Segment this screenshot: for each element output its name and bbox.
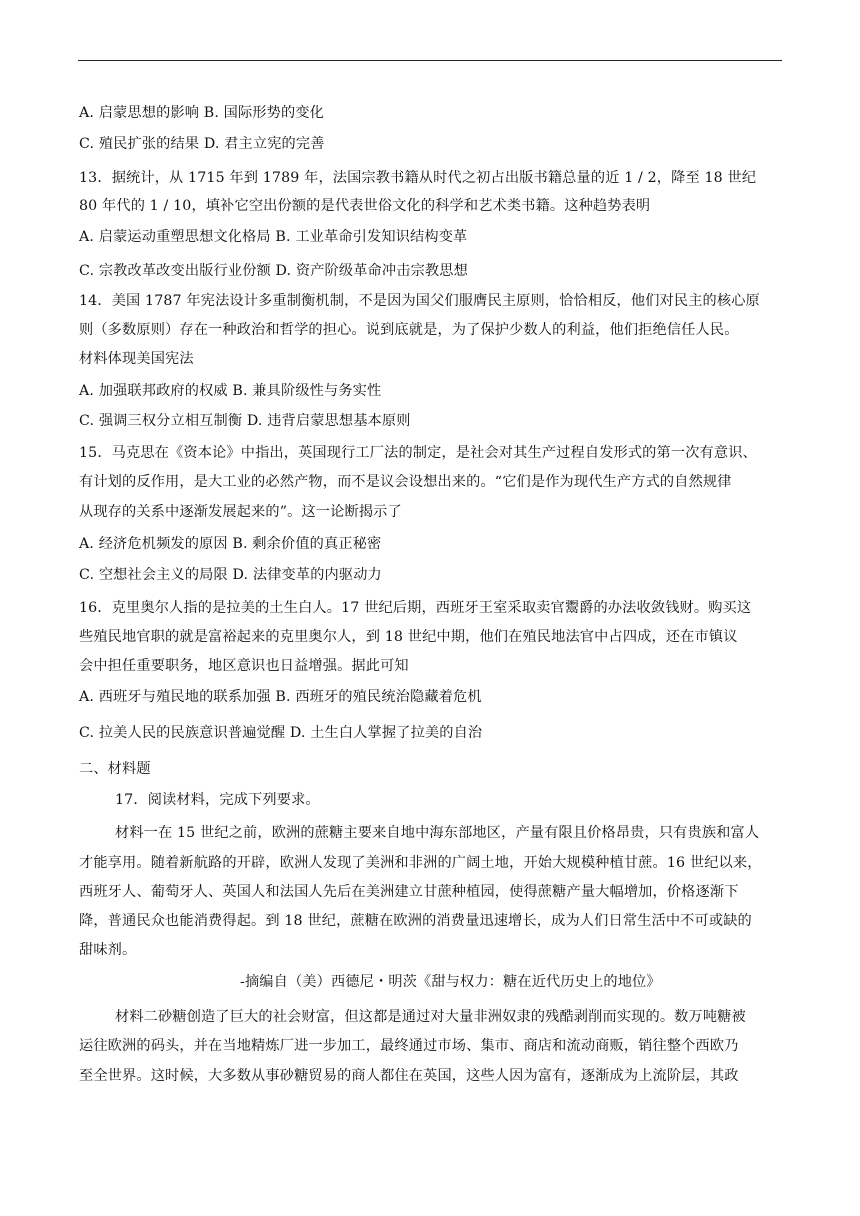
material-1-line-2: 才能享用。随着新航路的开辟，欧洲人发现了美洲和非洲的广阔土地，开始大规模种植甘蔗。16 世纪以来，: [79, 855, 762, 871]
material-1-line-4: 降，普通民众也能消费得起。到 18 世纪，蔗糖在欧洲的消费量迅速增长，成为人们日常生活中不可或缺的: [79, 913, 752, 929]
q13-options-cd: C. 宗教改革改变出版行业份额 D. 资产阶级革命冲击宗教思想: [79, 263, 468, 279]
q14-options-cd: C. 强调三权分立相互制衡 D. 违背启蒙思想基本原则: [79, 413, 411, 429]
q16-stem-line-2: 些殖民地官职的就是富裕起来的克里奥尔人，到 18 世纪中期，他们在殖民地法官中占四成，还在市镇议: [79, 629, 738, 645]
material-2-line-1: 材料二砂糖创造了巨大的社会财富，但这都是通过对大量非洲奴隶的残酷剥削而实现的。数万吨糖被: [115, 1009, 746, 1025]
q15-options-cd: C. 空想社会主义的局限 D. 法律变革的内驱动力: [79, 567, 382, 583]
material-1-line-5: 甜味剂。: [79, 942, 137, 958]
q16-stem-line-3: 会中担任重要职务，地区意识也日益增强。据此可知: [79, 658, 409, 674]
q15-options-ab: A. 经济危机频发的原因 B. 剩余价值的真正秘密: [79, 536, 382, 552]
q17-stem: 17．阅读材料，完成下列要求。: [115, 792, 320, 808]
material-1-line-3: 西班牙人、葡萄牙人、英国人和法国人先后在美洲建立甘蔗种植园，使得蔗糖产量大幅增加，价格逐渐下: [79, 884, 739, 900]
q12-options-cd: C. 殖民扩张的结果 D. 君主立宪的完善: [79, 136, 325, 152]
q13-stem-line-2: 80 年代的 1 / 10，填补它空出份额的是代表世俗文化的科学和艺术类书籍。这种趋势表明: [79, 198, 651, 214]
q16-options-cd: C. 拉美人民的民族意识普遍觉醒 D. 土生白人掌握了拉美的自治: [79, 725, 483, 741]
q14-stem-line-2: 则（多数原则）存在一种政治和哲学的担心。说到底就是，为了保护少数人的利益，他们拒绝信任人民。: [79, 322, 739, 338]
material-1-line-1: 材料一在 15 世纪之前，欧洲的蔗糖主要来自地中海东部地区，产量有限且价格昂贵，只有贵族和富人: [115, 825, 760, 841]
q12-options-ab: A. 启蒙思想的影响 B. 国际形势的变化: [79, 105, 324, 121]
q13-stem-line-1: 13．据统计，从 1715 年到 1789 年，法国宗教书籍从时代之初占出版书籍总量的近 1 / 2，降至 18 世纪: [79, 170, 757, 186]
material-2-line-3: 至全世界。这时候，大多数从事砂糖贸易的商人都住在英国，这些人因为富有，逐渐成为上流阶层，其政: [79, 1068, 739, 1084]
material-2-line-2: 运往欧洲的码头，并在当地精炼厂进一步加工，最终通过市场、集市、商店和流动商贩，销往整个西欧乃: [79, 1038, 739, 1054]
q16-options-ab: A. 西班牙与殖民地的联系加强 B. 西班牙的殖民统治隐藏着危机: [79, 689, 482, 705]
q15-stem-line-3: 从现存的关系中逐渐发展起来的”。这一论断揭示了: [79, 504, 402, 520]
section-heading: 二、材料题: [79, 761, 151, 777]
header-rule: [78, 60, 782, 61]
q13-options-ab: A. 启蒙运动重塑思想文化格局 B. 工业革命引发知识结构变革: [79, 229, 468, 245]
q14-options-ab: A. 加强联邦政府的权威 B. 兼具阶级性与务实性: [79, 383, 382, 399]
material-1-source: -摘编自（美）西德尼・明茨《甜与权力：糖在近代历史上的地位》: [240, 974, 661, 990]
q14-stem-line-1: 14．美国 1787 年宪法设计多重制衡机制，不是因为国父们服膺民主原则，恰恰相反，他们对民主的核心原: [79, 293, 760, 309]
q15-stem-line-2: 有计划的反作用，是大工业的必然产物，而不是议会设想出来的。“它们是作为现代生产方式的自然规律: [79, 474, 732, 490]
q16-stem-line-1: 16．克里奥尔人指的是拉美的土生白人。17 世纪后期，西班牙王室采取卖官鬻爵的办法收敛钱财。购买这: [79, 600, 752, 616]
q15-stem-line-1: 15．马克思在《资本论》中指出，英国现行工厂法的制定，是社会对其生产过程自发形式的第一次有意识、: [79, 445, 757, 461]
q14-stem-line-3: 材料体现美国宪法: [79, 351, 194, 367]
